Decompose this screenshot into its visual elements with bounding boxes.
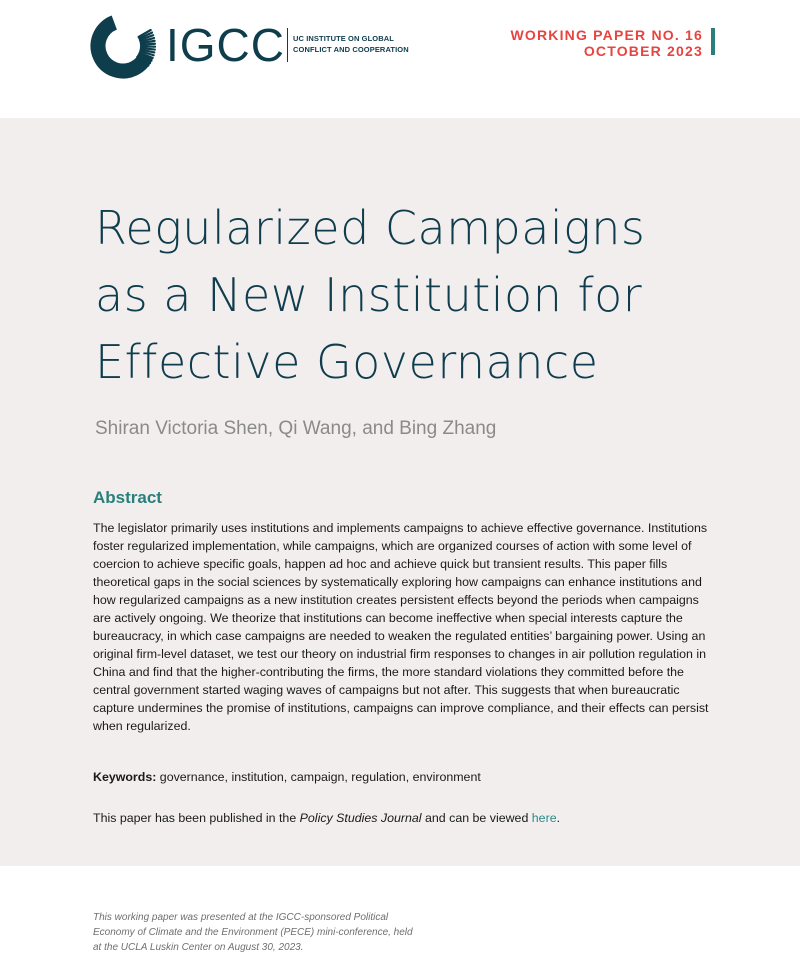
publication-date: OCTOBER 2023 — [583, 43, 703, 59]
keywords-label: Keywords: — [93, 770, 157, 784]
keywords-list: governance, institution, campaign, regulation, environment — [156, 770, 481, 784]
publication-note: This paper has been published in the Policy Studies Journal and can be viewed here. — [93, 811, 561, 825]
page-title: Regularized Campaigns as a New Institution for Effective Governance — [95, 201, 646, 389]
authors: Shiran Victoria Shen, Qi Wang, and Bing Zhang — [95, 418, 497, 439]
working-paper-info — [510, 27, 703, 59]
logo-wordmark: IGCC — [166, 19, 285, 71]
abstract-text: The legislator primarily uses institutions and implements campaigns to achieve effective governance. Institutions foster regularized implementation, while campaigns, which are organized courses of action with some level of coercion to achieve specific goals, happen ad hoc and achieve quick but transient results. This paper fills theoretical gaps in the social sciences by systematically exploring how campaigns can enhance institutions and how regularized campaigns as a new institution creates persistent effects beyond the periods when campaigns are actively ongoing. We theorize that institutions can become ineffective when special interests capture the bureaucracy, in which case campaigns are needed to weaken the regulated entities’ bargaining power. Using an original firm-level dataset, we test our theory on industrial firm responses to changes in air pollution regulation in China and find that the higher-contributing the firms, the more standard violations they committed before the central government started waging waves of campaigns but not after. This suggests that when bureaucratic capture undermines the promise of institutions, campaigns can improve compliance, and their effects can persist when regularized. — [93, 521, 709, 733]
page-header — [0, 0, 800, 118]
title-panel — [0, 118, 800, 866]
working-paper-number: WORKING PAPER NO. 16 — [510, 27, 703, 43]
abstract-heading: Abstract — [93, 488, 162, 507]
conference-note: This working paper was presented at the IGCC-sponsored Political Economy of Climate and the Environment (PECE) mini-conference, held at the UCLA Luskin Center on August 30, 2023. — [93, 912, 413, 953]
here-link[interactable]: here — [531, 811, 557, 825]
logo-divider — [287, 28, 288, 62]
page-footer — [0, 866, 800, 960]
logo-subtitle: UC INSTITUTE ON GLOBAL CONFLICT AND COOPERATION — [293, 34, 409, 54]
journal-name: Policy Studies Journal — [299, 811, 422, 825]
accent-bar — [711, 28, 715, 55]
igcc-logo-icon — [90, 13, 156, 79]
keywords — [93, 770, 481, 784]
